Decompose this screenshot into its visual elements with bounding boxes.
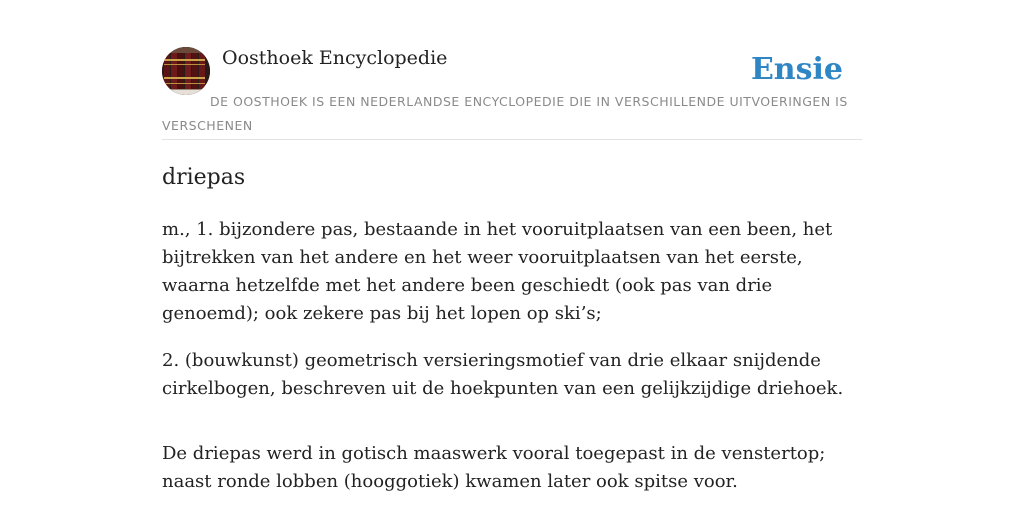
entry-title: driepas [162, 165, 246, 190]
site-header [162, 46, 862, 140]
definition-paragraph: m., 1. bijzondere pas, bestaande in het vooruitplaatsen van een been, het bijtrekken van het andere en het weer vooruitplaatsen van het eerste, waarna hetzelfde met het andere been geschiedt (ook pas van drie genoemd); ook zekere pas bij het lopen op ski’s; [162, 219, 833, 324]
definition-paragraph: 2. (bouwkunst) geometrisch versieringsmotief van drie elkaar snijdende cirkelbogen, beschreven uit de hoekpunten van een gelijkzijdige driehoek. [162, 350, 844, 399]
book-spines-avatar-icon[interactable] [162, 47, 210, 95]
entry-definition [162, 216, 864, 512]
definition-note: De driepas werd in gotisch maaswerk vooral toegepast in de venstertop; naast ronde lobben (hooggotiek) kwamen later ook spitse voor. [162, 443, 826, 492]
site-tagline: DE OOSTHOEK IS EEN NEDERLANDSE ENCYCLOPEDIE DIE IN VERSCHILLENDE UITVOERINGEN IS VERSCHENEN [162, 94, 848, 133]
ensie-logo-link[interactable]: Ensie [750, 52, 843, 87]
site-name[interactable]: Oosthoek Encyclopedie [222, 47, 448, 69]
